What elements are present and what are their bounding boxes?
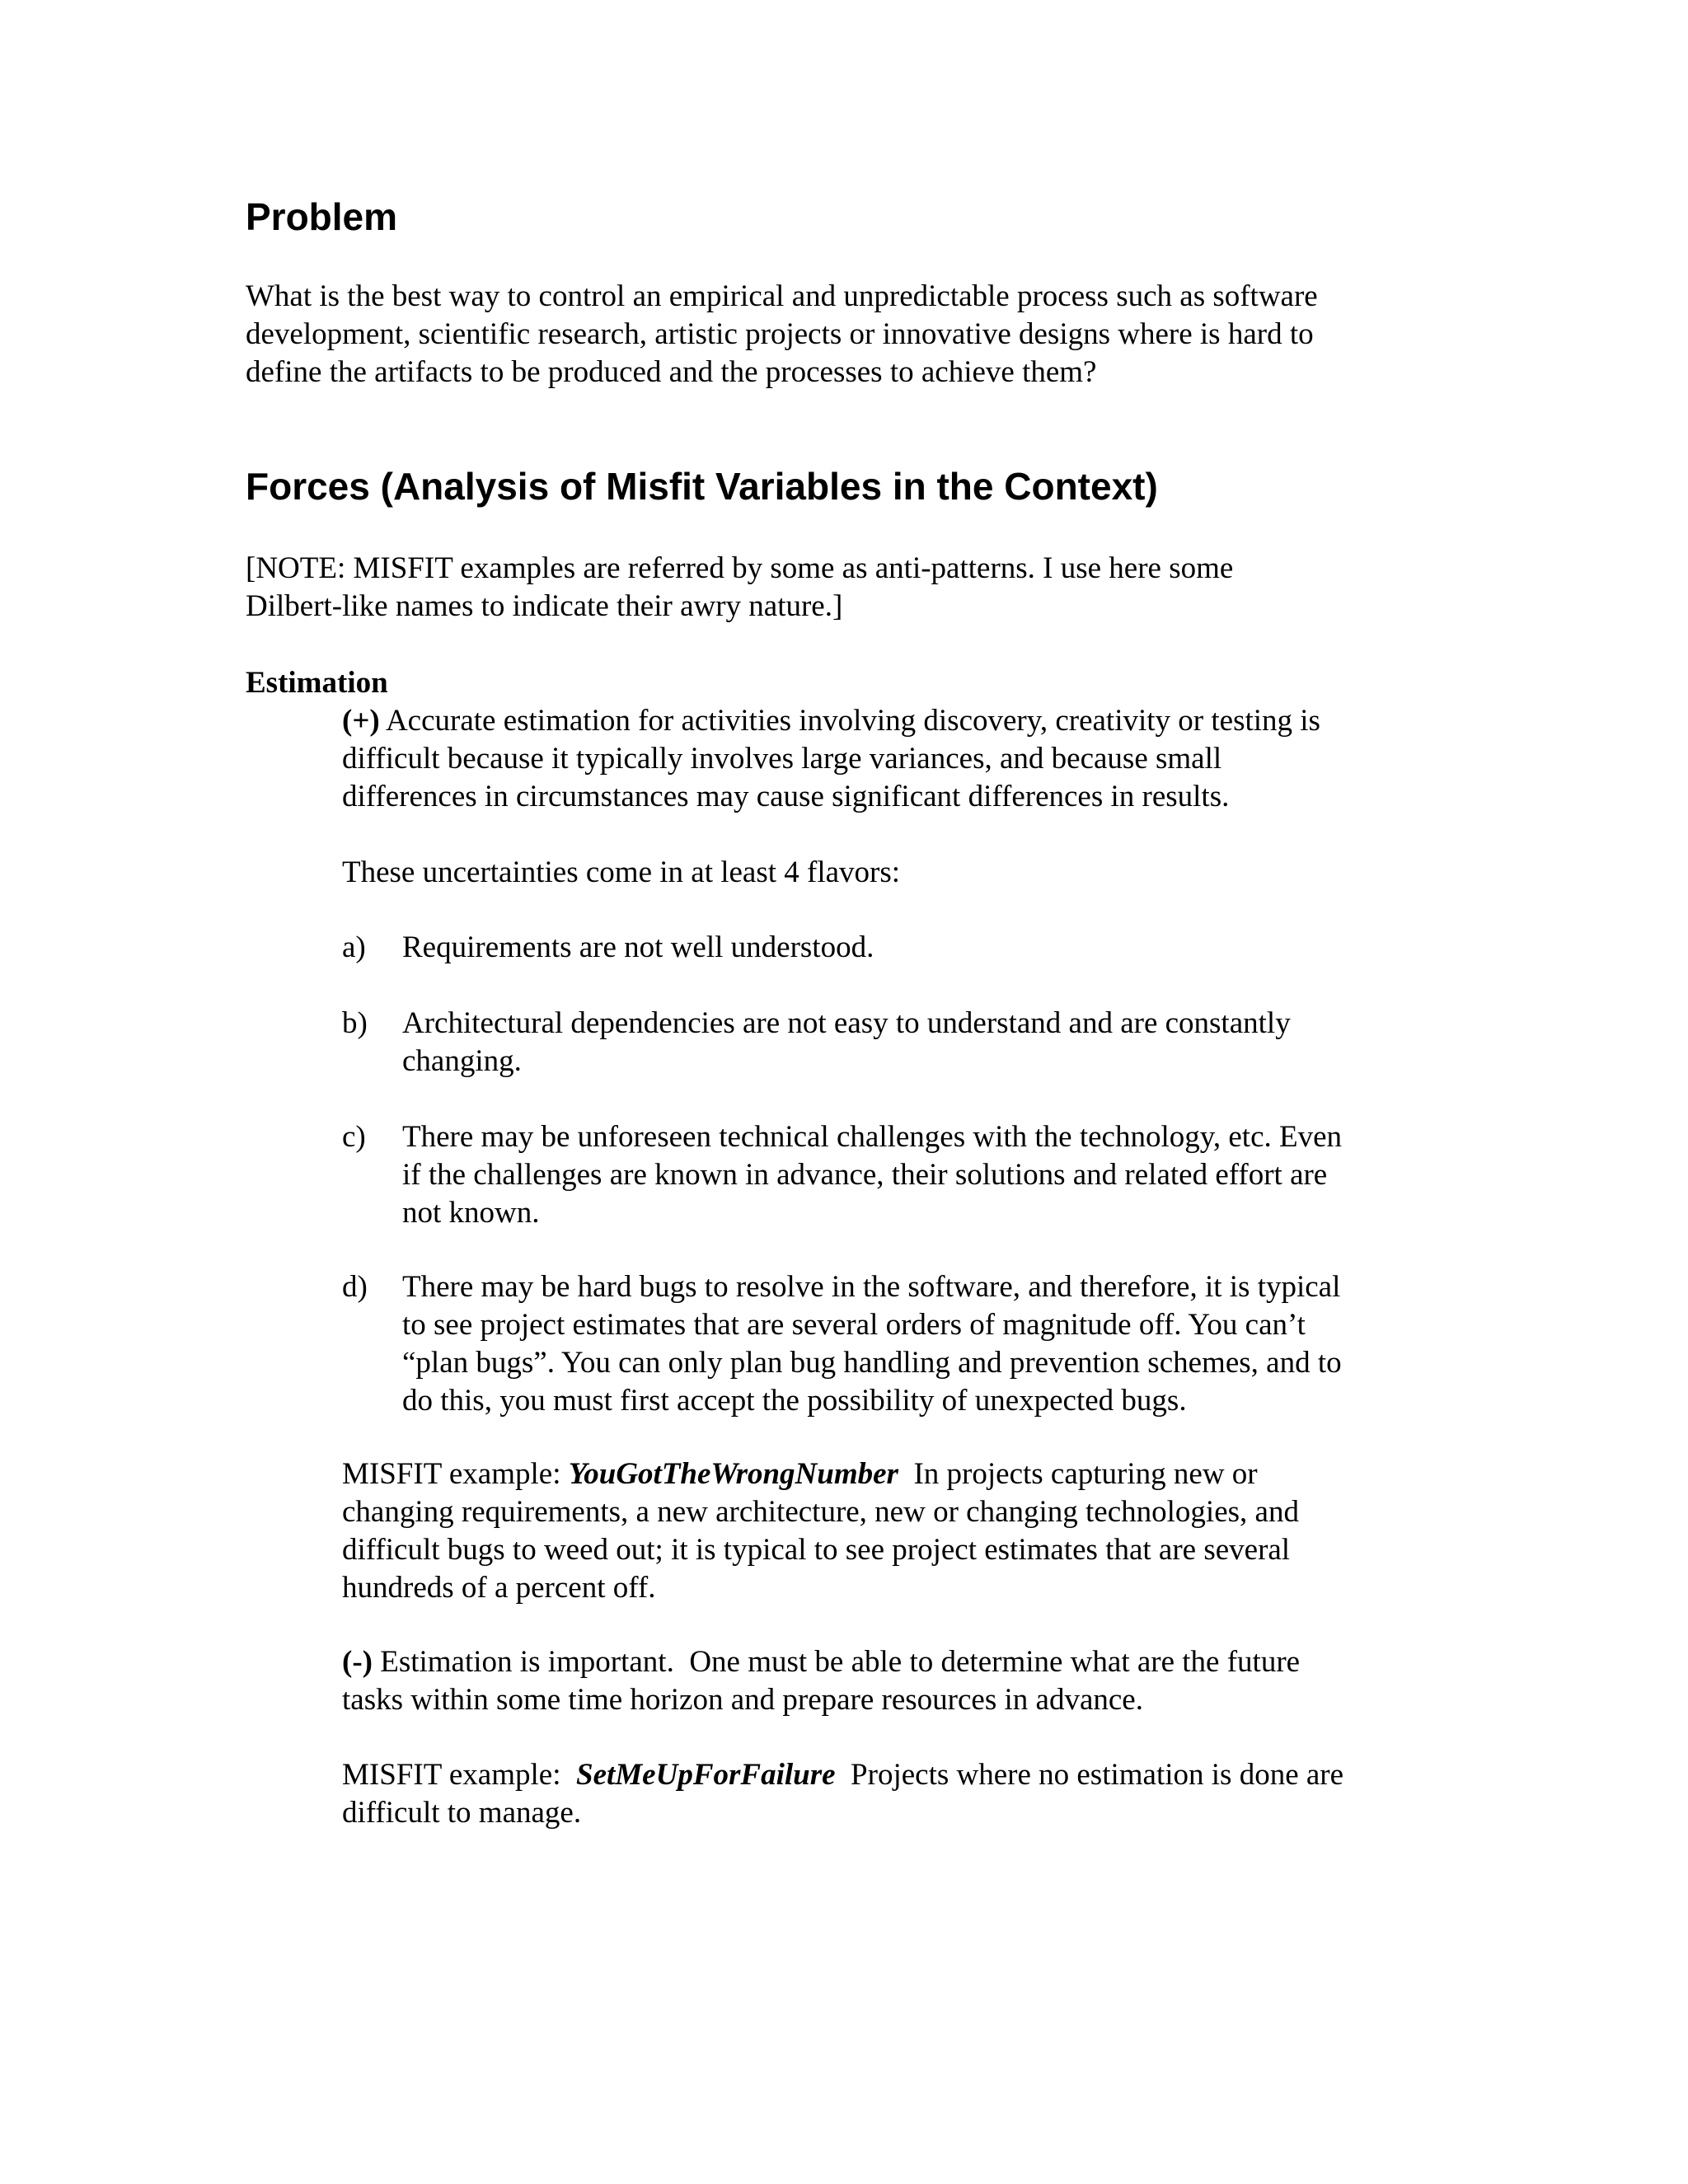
list-line: Requirements are not well understood. [402, 930, 874, 964]
minus-line: tasks within some time horizon and prepare resources in advance. [342, 1683, 1143, 1717]
misfit-label: MISFIT example: [342, 1457, 569, 1491]
list-line: There may be hard bugs to resolve in the software, and therefore, it is typical [402, 1270, 1341, 1304]
misfit-text: In projects capturing new or [898, 1457, 1258, 1491]
list-marker: c) [342, 1120, 366, 1154]
list-marker: d) [342, 1270, 368, 1304]
minus-text: Estimation is important. One must be able to determine what are the future [372, 1645, 1301, 1679]
uncertainties-intro: These uncertainties come in at least 4 flavors: [342, 855, 901, 889]
minus-marker: (-) [342, 1645, 373, 1679]
plus-marker: (+) [342, 704, 380, 738]
misfit-line [342, 1455, 1463, 1493]
misfit-name: YouGotTheWrongNumber [568, 1457, 898, 1491]
minus-paragraph [342, 1643, 1463, 1719]
misfit-line: difficult bugs to weed out; it is typical to see project estimates that are several [342, 1533, 1291, 1567]
misfit-line [342, 1756, 1463, 1794]
misfit-example-paragraph [342, 1455, 1463, 1607]
misfit-example-paragraph [342, 1756, 1463, 1832]
list-line: not known. [402, 1196, 540, 1230]
list-line: changing. [402, 1044, 522, 1078]
note-line: [NOTE: MISFIT examples are referred by some as anti-patterns. I use here some [246, 551, 1234, 585]
minus-line [342, 1643, 1463, 1681]
list-line: if the challenges are known in advance, their solutions and related effort are [402, 1158, 1328, 1192]
list-line: “plan bugs”. You can only plan bug handling and prevention schemes, and to [402, 1346, 1342, 1380]
plus-line [342, 702, 1463, 740]
list-item-text [402, 1118, 1482, 1232]
problem-paragraph [246, 278, 1449, 391]
plus-paragraph [342, 702, 1463, 816]
list-marker: b) [342, 1006, 368, 1040]
misfit-name: SetMeUpForFailure [576, 1758, 836, 1792]
list-item-text [402, 1268, 1482, 1420]
misfit-line: difficult to manage. [342, 1796, 582, 1830]
list-marker: a) [342, 930, 366, 964]
plus-line: difficult because it typically involves large variances, and because small [342, 742, 1222, 776]
plus-line: differences in circumstances may cause significant differences in results. [342, 780, 1230, 813]
misfit-line: hundreds of a percent off. [342, 1571, 656, 1605]
misfit-label: MISFIT example: [342, 1758, 576, 1792]
list-line: There may be unforeseen technical challenges with the technology, etc. Even [402, 1120, 1343, 1154]
estimation-heading: Estimation [246, 666, 388, 700]
problem-line: development, scientific research, artistic projects or innovative designs where is hard to [246, 317, 1314, 351]
problem-heading: Problem [246, 195, 398, 238]
misfit-line: changing requirements, a new architecture, new or changing technologies, and [342, 1495, 1299, 1529]
forces-heading: Forces (Analysis of Misfit Variables in the Context) [246, 465, 1158, 508]
note-line: Dilbert-like names to indicate their awry nature.] [246, 589, 843, 623]
list-line: Architectural dependencies are not easy to understand and are constantly [402, 1006, 1291, 1040]
problem-line: define the artifacts to be produced and the processes to achieve them? [246, 355, 1097, 389]
plus-text: Accurate estimation for activities involving discovery, creativity or testing is [379, 704, 1320, 738]
problem-line: What is the best way to control an empirical and unpredictable process such as software [246, 279, 1318, 313]
misfit-text: Projects where no estimation is done are [835, 1758, 1344, 1792]
list-line: do this, you must first accept the possibility of unexpected bugs. [402, 1384, 1187, 1418]
list-item-text [402, 929, 1482, 967]
note-paragraph [246, 550, 1449, 626]
list-line: to see project estimates that are several orders of magnitude off. You can’t [402, 1308, 1306, 1342]
list-item-text [402, 1005, 1482, 1080]
